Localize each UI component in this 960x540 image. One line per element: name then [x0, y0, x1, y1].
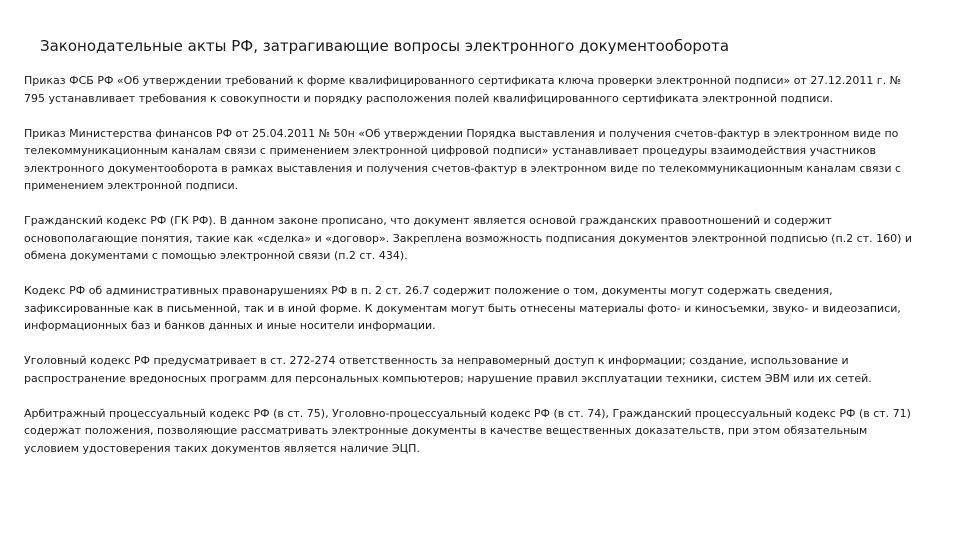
paragraph-civil-code: Гражданский кодекс РФ (ГК РФ). В данном законе прописано, что документ является основой гражданских правоотношений и содержит основополагающие понятия, такие как «сделка» и «договор». Закреплена возможность подписания документов электронной подписью (п.2 ст. 160) и обмена документами с помощью электронной связи (п.2 ст. 434). [24, 214, 913, 262]
paragraph-minfin-order: Приказ Министерства финансов РФ от 25.04.2011 № 50н «Об утверждении Порядка выставления и получения счетов-фактур в электронном виде по телекоммуникационным каналам связи с применением электронной цифровой подписи» устанавливает процедуры взаимодействия участников электронного документооборота в рамках выставления и получения счетов-фактур в электронном виде по телекоммуникационным каналам связи с применением электронной подписи. [24, 126, 902, 192]
slide-body [24, 72, 924, 457]
paragraph-procedural-codes: Арбитражный процессуальный кодекс РФ (в ст. 75), Уголовно-процессуальный кодекс РФ (в ст. 74), Гражданский процессуальный кодекс РФ (в ст. 71) содержат положения, позволяющие рассматривать электронные документы в качестве вещественных доказательств, при этом обязательным условием удостоверения таких документов является наличие ЭЦП. [24, 406, 911, 455]
paragraph-fsb-order: Приказ ФСБ РФ «Об утверждении требований к форме квалифицированного сертификата ключа проверки электронной подписи» от 27.12.2011 г. № 795 устанавливает требования к совокупности и порядку расположения полей квалифицированного сертификата электронной подписи. [24, 74, 902, 105]
slide-title: Законодательные акты РФ, затрагивающие вопросы электронного документооборота [40, 37, 730, 55]
paragraph-administrative-code: Кодекс РФ об административных правонарушениях РФ в п. 2 ст. 26.7 содержит положение о том, документы могут содержать сведения, зафиксированные как в письменной, так и в иной форме. К документам могут быть отнесены материалы фото- и киносъемки, звуко- и видеозаписи, информационных баз и банков данных и иные носители информации. [24, 284, 901, 332]
paragraph-criminal-code: Уголовный кодекс РФ предусматривает в ст. 272-274 ответственность за неправомерный доступ к информации; создание, использование и распространение вредоносных программ для персональных компьютеров; нарушение правил эксплуатации техники, систем ЭВМ или их сетей. [24, 354, 872, 385]
